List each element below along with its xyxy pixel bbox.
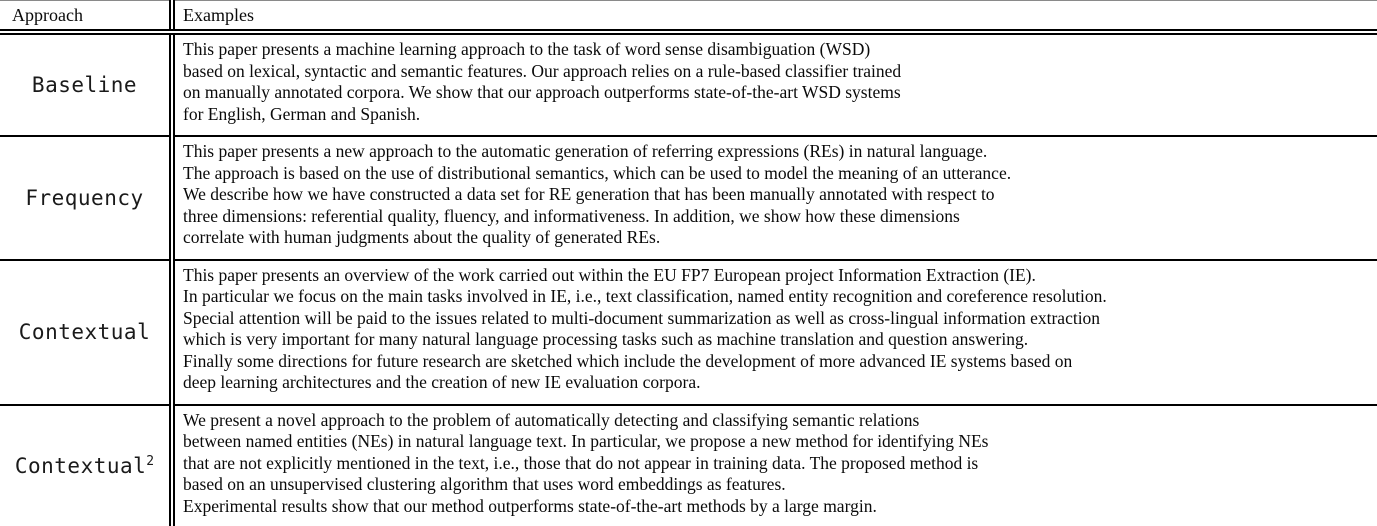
example-line: correlate with human judgments about the quality of generated REs.: [183, 227, 661, 247]
example-line: on manually annotated corpora. We show that our approach outperforms state-of-the-art WSD systems: [183, 82, 901, 102]
table-body: [0, 32, 1377, 526]
approach-label-text: Contextual: [14, 454, 147, 479]
approach-label-superscript: 2: [146, 454, 155, 470]
example-line: three dimensions: referential quality, fluency, and informativeness. In addition, we show how these dimensions: [183, 205, 960, 226]
table-row: [0, 260, 1377, 405]
example-line: that are not explicitly mentioned in the text, i.e., those that do not appear in training data. The proposed method is: [183, 452, 979, 473]
approach-label-text: Baseline: [31, 73, 138, 97]
example-text-cell: [172, 32, 1377, 136]
example-line: Experimental results show that our method outperforms state-of-the-art methods by a large margin.: [183, 495, 877, 516]
example-line: Finally some directions for future research are sketched which include the development of more advanced IE systems based on: [183, 350, 1073, 371]
approach-label-text: Frequency: [25, 185, 144, 210]
example-line: This paper presents an overview of the work carried out within the EU FP7 European project Information Extraction (IE).: [183, 264, 1036, 285]
approach-label: [0, 260, 172, 405]
examples-column-header: Examples: [172, 1, 1377, 33]
example-line: This paper presents a machine learning approach to the task of word sense disambiguation (WSD): [183, 39, 871, 59]
example-line: We present a novel approach to the problem of automatically detecting and classifying semantic relations: [183, 409, 920, 430]
example-line: The approach is based on the use of distributional semantics, which can be used to model the meaning of an utterance.: [183, 162, 1012, 183]
example-line: deep learning architectures and the creation of new IE evaluation corpora.: [183, 372, 701, 392]
example-text-cell: [172, 260, 1377, 405]
example-line: This paper presents a new approach to the automatic generation of referring expressions (REs) in natural language.: [183, 141, 988, 161]
approach-column-header: Approach: [0, 1, 172, 33]
header-row: [0, 1, 1377, 33]
table-row: [0, 405, 1377, 526]
example-line: between named entities (NEs) in natural language text. In particular, we propose a new method for identifying NEs: [183, 431, 989, 451]
table-row: [0, 136, 1377, 260]
example-line: In particular we focus on the main tasks involved in IE, i.e., text classification, named entity recognition and coreference resolution.: [183, 286, 1107, 306]
approach-label: [0, 136, 172, 260]
example-line: based on lexical, syntactic and semantic features. Our approach relies on a rule-based classifier trained: [183, 60, 902, 81]
example-line: for English, German and Spanish.: [183, 103, 421, 124]
table-row: [0, 32, 1377, 136]
example-text-cell: [172, 136, 1377, 260]
example-line: based on an unsupervised clustering algorithm that uses word embeddings as features.: [183, 474, 786, 494]
approach-label: [0, 32, 172, 136]
example-line: which is very important for many natural language processing tasks such as machine translation and question answering.: [183, 329, 1029, 349]
example-text-cell: [172, 405, 1377, 526]
approach-label-text: Contextual: [18, 320, 151, 344]
example-line: We describe how we have constructed a data set for RE generation that has been manually annotated with respect to: [183, 184, 995, 204]
example-line: Special attention will be paid to the issues related to multi-document summarization as well as cross-lingual information extraction: [183, 307, 1101, 328]
approach-label: [0, 405, 172, 526]
